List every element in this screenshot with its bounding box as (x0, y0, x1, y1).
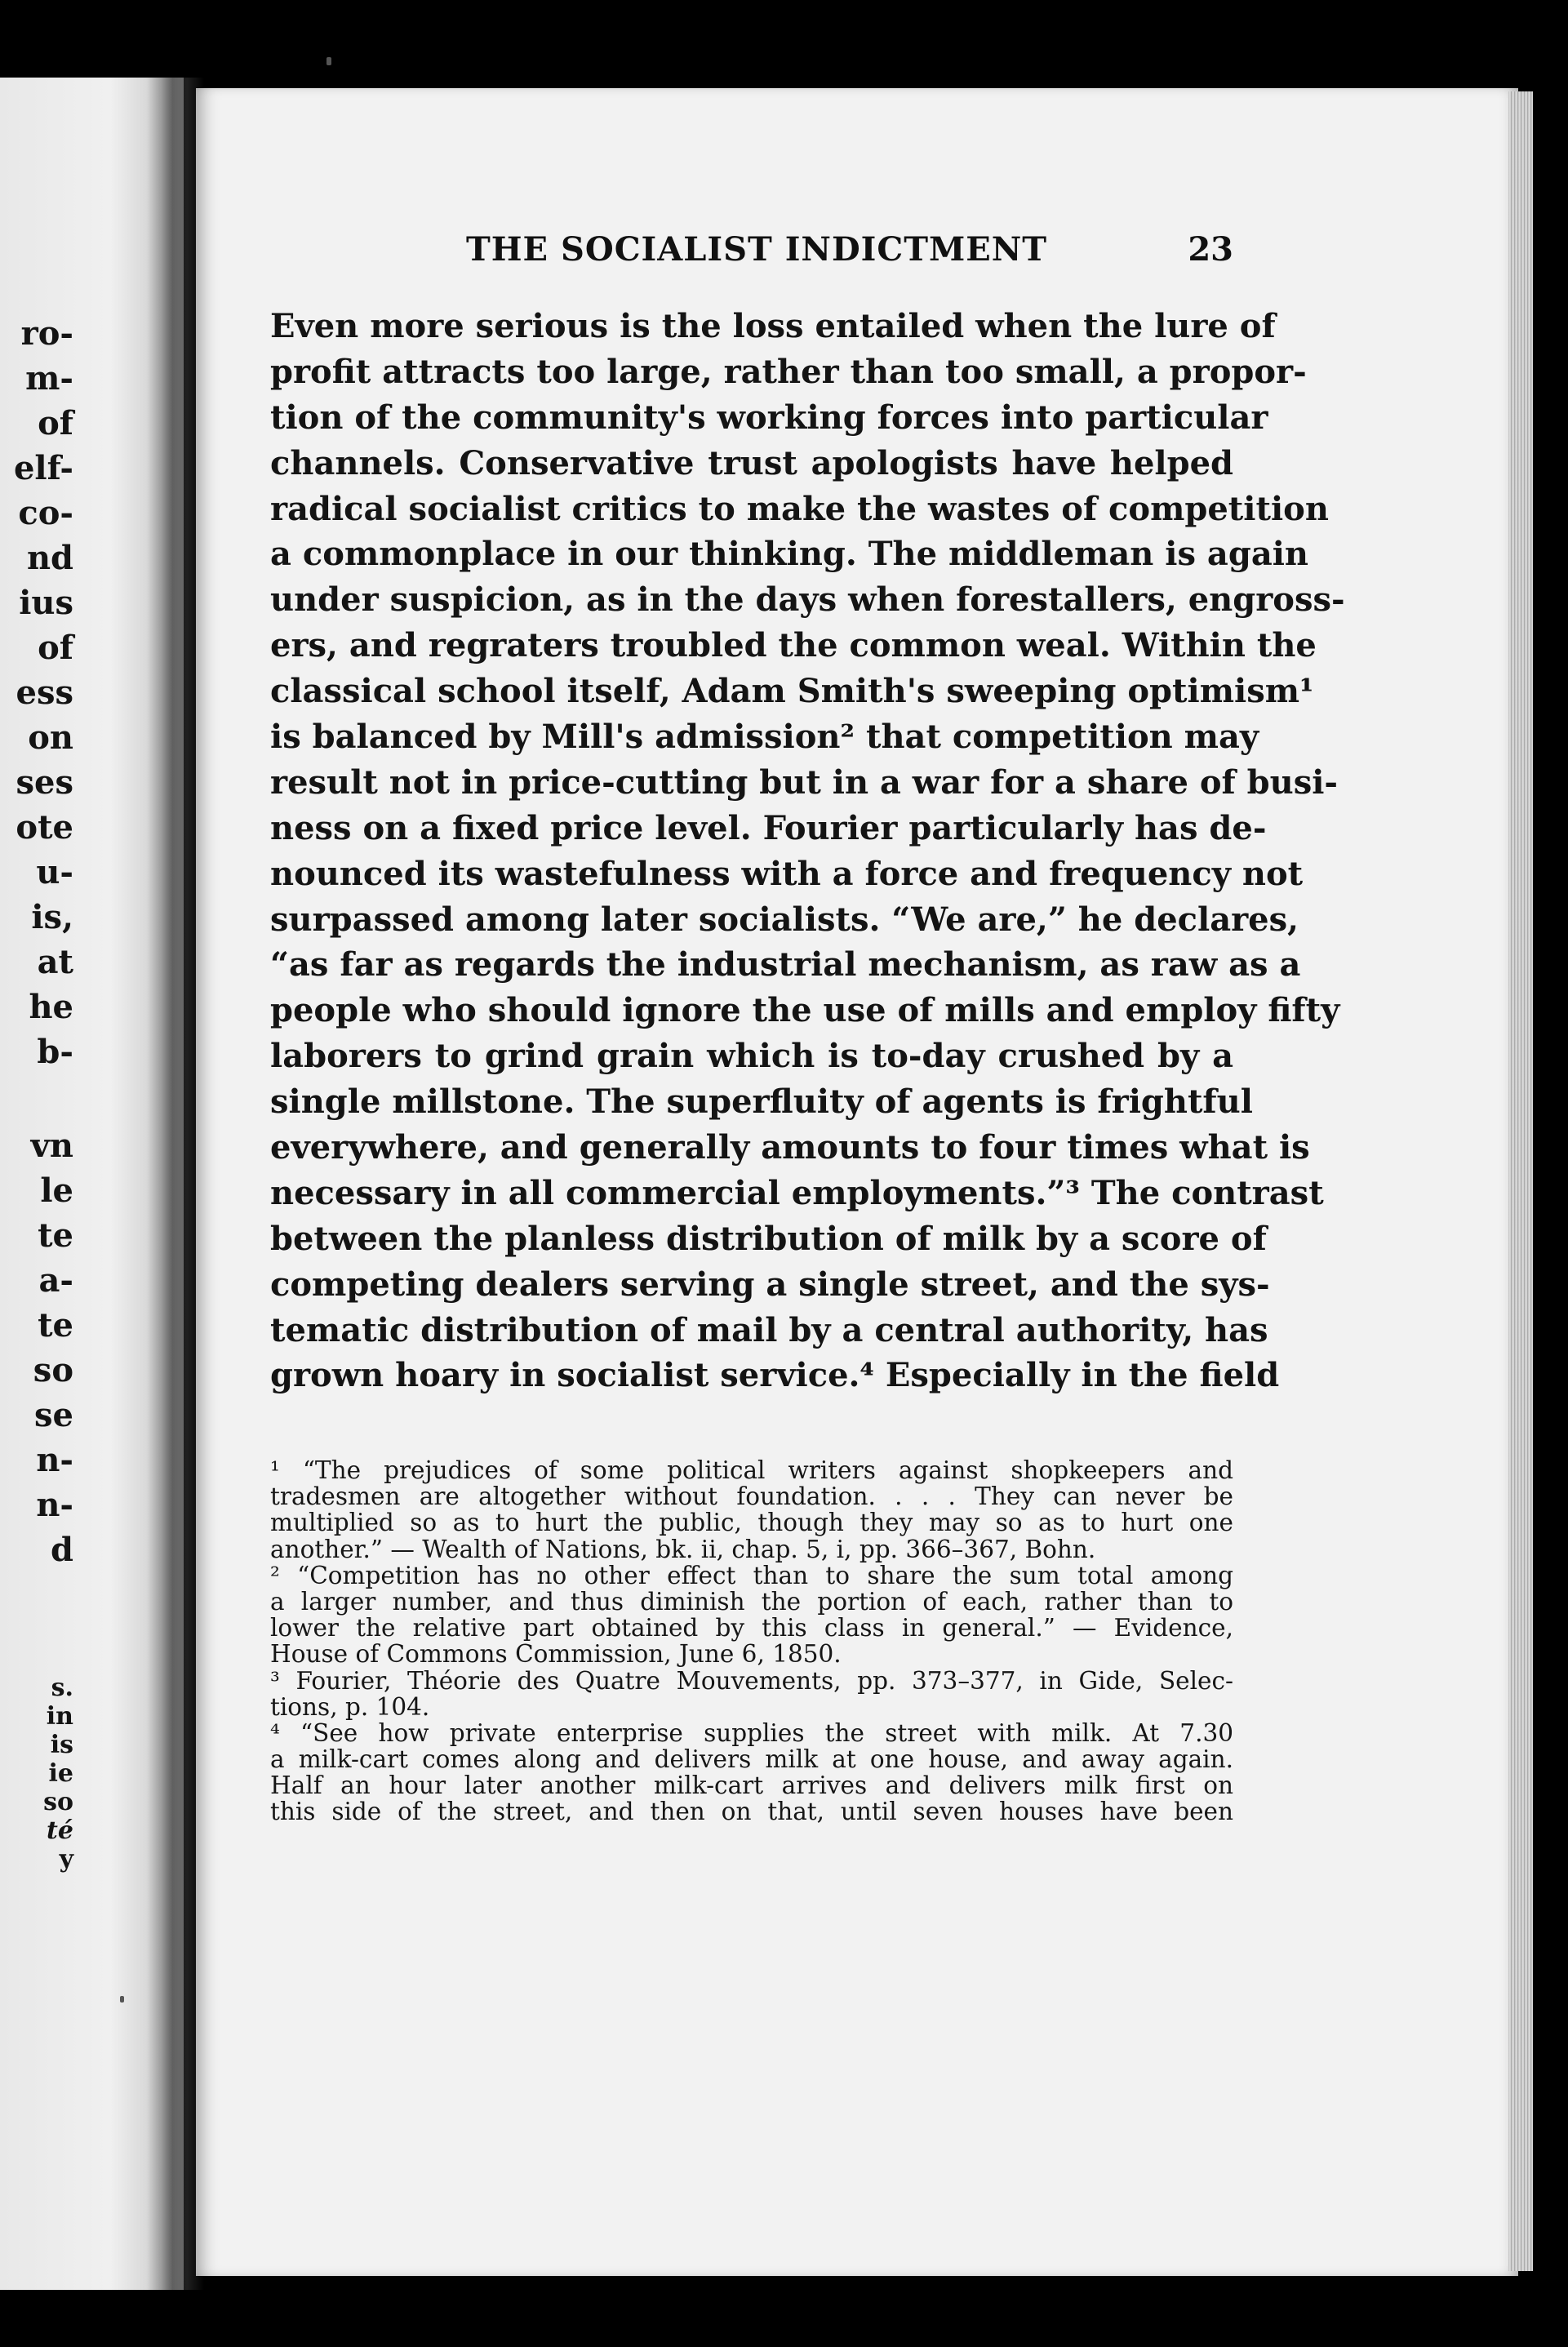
body-line: necessary in all commercial employments.”³ The contrast (270, 1173, 1324, 1212)
fragment: ie (48, 1759, 73, 1788)
footnote-line: House of Commons Commission, June 6, 1850. (270, 1640, 842, 1669)
footnote-line: lower the relative part obtained by this class in general.” — Evidence, (270, 1614, 1233, 1642)
fragment: ess (16, 673, 73, 712)
body-line: Even more serious is the loss entailed when the lure of (270, 307, 1276, 345)
fragment: is (50, 1731, 73, 1759)
footnote-line: another.” — Wealth of Nations, bk. ii, chap. 5, i, pp. 366–367, Bohn. (270, 1535, 1096, 1563)
footnote-line: ⁴ “See how private enterprise supplies the street with milk. At 7.30 (270, 1718, 1233, 1747)
fragment: te (38, 1306, 73, 1345)
body-line: surpassed among later socialists. “We are,” he declares, (270, 900, 1299, 939)
page-edge-stack (1508, 91, 1533, 2271)
footnote-line: ² “Competition has no other effect than to share the sum total among (270, 1561, 1233, 1589)
fragment: n- (36, 1486, 73, 1524)
body-line: nounced its wastefulness with a force and frequency not (270, 854, 1304, 893)
footnote-line: tions, p. 104. (270, 1692, 430, 1721)
fragment: is, (31, 898, 73, 936)
fragment: se (34, 1396, 73, 1434)
fragment: so (33, 1351, 73, 1389)
fragment: n- (36, 1441, 73, 1479)
body-line: result not in price-cutting but in a war for a share of busi- (270, 762, 1339, 802)
body-line: is balanced by Mill's admission² that competition may (270, 718, 1259, 757)
fragment: b- (37, 1033, 73, 1071)
body-line: a commonplace in our thinking. The middleman is again (270, 535, 1309, 574)
fragment: so (43, 1788, 73, 1816)
body-line: people who should ignore the use of mills and employ fifty (270, 991, 1340, 1030)
fragment: ses (16, 763, 73, 802)
fragment: of (38, 629, 73, 667)
fragment: co- (18, 494, 73, 532)
footnote-line: multiplied so as to hurt the public, though they may so as to hurt one (270, 1509, 1233, 1537)
body-line: everywhere, and generally amounts to four times what is (270, 1128, 1310, 1167)
body-line: radical socialist critics to make the wastes of competition (270, 489, 1329, 528)
running-title: THE SOCIALIST INDICTMENT (466, 230, 1048, 269)
fragment: s. (51, 1674, 73, 1702)
fragment: vn (30, 1127, 73, 1165)
body-line: tematic distribution of mail by a central authority, has (270, 1310, 1268, 1349)
fragment: of (38, 404, 73, 442)
body-line: channels. Conservative trust apologists have helped (270, 443, 1233, 482)
footnotes (270, 1457, 1233, 1825)
fragment: elf- (13, 449, 73, 487)
scan-speck (120, 1996, 124, 2003)
fragment: m- (25, 359, 73, 398)
fragment: d (51, 1531, 73, 1569)
fragment: te (38, 1216, 73, 1255)
fragment: in (46, 1702, 73, 1731)
fragment: ro- (20, 314, 73, 353)
body-line: tion of the community's working forces into particular (270, 398, 1268, 437)
fragment: u- (36, 853, 73, 891)
body-line: competing dealers serving a single street, and the sys- (270, 1265, 1270, 1304)
body-text (270, 304, 1345, 1398)
footnote-line: a milk-cart comes along and delivers milk at one house, and away again. (270, 1745, 1233, 1774)
body-line: single millstone. The superfluity of agents is frightful (270, 1082, 1253, 1122)
body-line: between the planless distribution of milk by a score of (270, 1219, 1267, 1258)
body-line: grown hoary in socialist service.⁴ Especially in the field (270, 1356, 1280, 1395)
fragment: on (28, 718, 73, 757)
footnote-line: Half an hour later another milk-cart arrives and delivers milk first on (270, 1771, 1233, 1800)
fragment: a- (38, 1261, 73, 1300)
footnote-line: tradesmen are altogether without foundation. . . . They can never be (270, 1482, 1233, 1511)
body-line: under suspicion, as in the days when forestallers, engross- (270, 580, 1345, 620)
footnote-line: this side of the street, and then on that, until seven houses have been (270, 1798, 1233, 1826)
body-line: laborers to grind grain which is to-day crushed by a (270, 1037, 1233, 1076)
footnote-line: ³ Fourier, Théorie des Quatre Mouvements, pp. 373–377, in Gide, Selec- (270, 1666, 1233, 1695)
fragment: le (40, 1171, 73, 1210)
fragment: at (37, 943, 73, 981)
footnote-line: ¹ “The prejudices of some political writers against shopkeepers and (270, 1456, 1233, 1484)
fragment: té (47, 1816, 73, 1845)
body-line: ers, and regraters troubled the common weal. Within the (270, 626, 1317, 665)
fragment: y (59, 1845, 73, 1874)
scan-speck (326, 57, 331, 65)
fragment: ote (16, 808, 73, 847)
body-line: classical school itself, Adam Smith's sweeping optimism¹ (270, 672, 1314, 711)
body-line: profit attracts too large, rather than too small, a propor- (270, 352, 1307, 391)
footnote-line: a larger number, and thus diminish the portion of each, rather than to (270, 1587, 1233, 1616)
body-line: “as far as regards the industrial mechanism, as raw as a (270, 945, 1301, 985)
fragment: ius (19, 584, 73, 622)
body-line: ness on a fixed price level. Fourier particularly has de- (270, 808, 1267, 847)
page-number: 23 (1188, 230, 1233, 269)
fragment: he (29, 988, 73, 1026)
fragment: nd (26, 539, 73, 577)
